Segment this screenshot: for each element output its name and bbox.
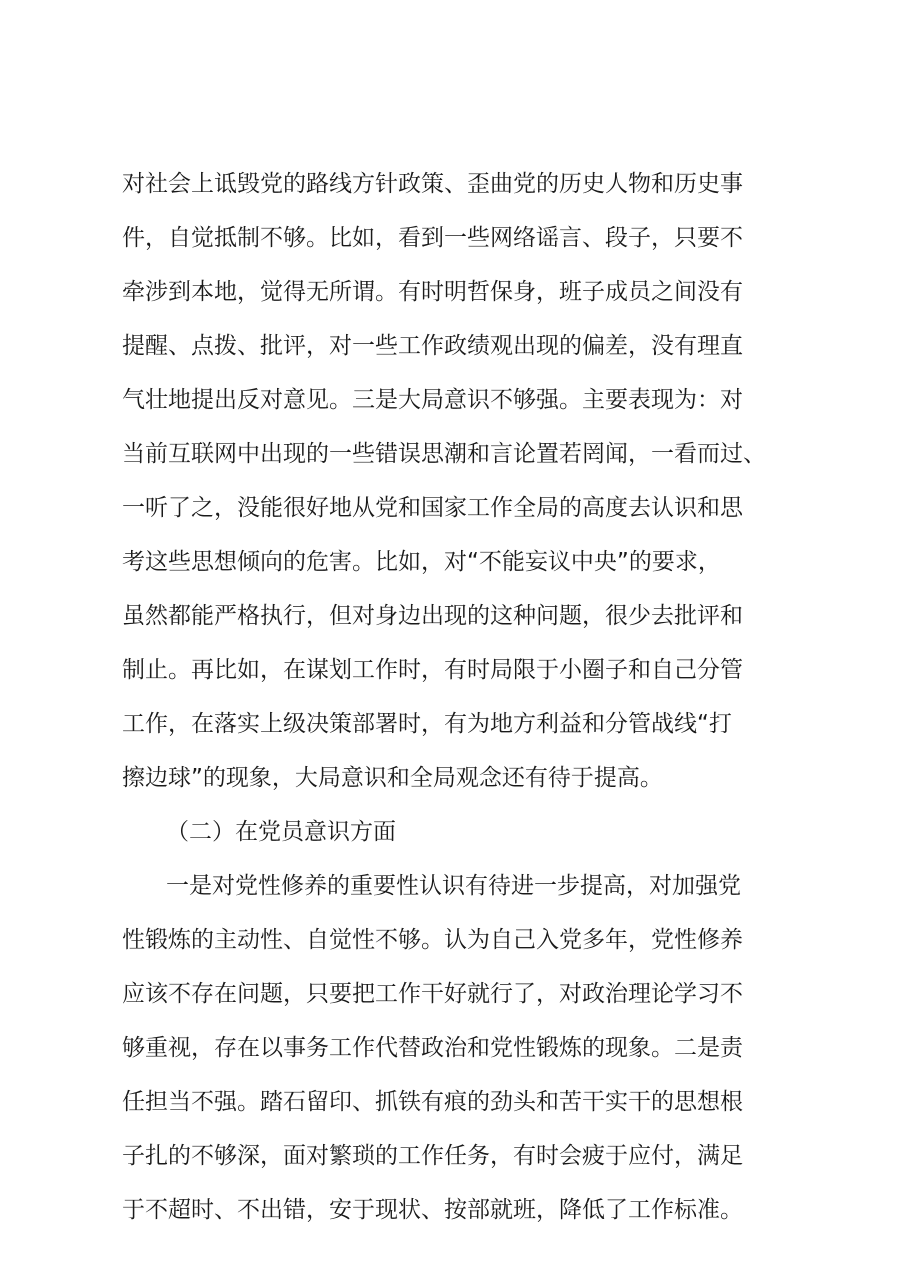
text-line: 性锻炼的主动性、自觉性不够。认为自己入党多年，党性修养 (122, 927, 743, 953)
text-line: 制止。再比如，在谋划工作时，有时局限于小圈子和自己分管 (122, 657, 743, 683)
text-line: 一听了之，没能很好地从党和国家工作全局的高度去认识和思 (122, 495, 743, 521)
text-line: 当前互联网中出现的一些错误思潮和言论置若罔闻，一看而过、 (122, 441, 766, 467)
text-line: 任担当不强。踏石留印、抓铁有痕的劲头和苦干实干的思想根 (122, 1089, 743, 1115)
text-line: 气壮地提出反对意见。三是大局意识不够强。主要表现为：对 (122, 387, 743, 413)
text-line: 牵涉到本地，觉得无所谓。有时明哲保身，班子成员之间没有 (122, 279, 743, 305)
text-line: 擦边球”的现象，大局意识和全局观念还有待于提高。 (122, 765, 663, 791)
text-line: 应该不存在问题，只要把工作干好就行了，对政治理论学习不 (122, 981, 743, 1007)
text-line: 于不超时、不出错，安于现状、按部就班，降低了工作标准。 (122, 1197, 743, 1223)
text-line: 工作，在落实上级决策部署时，有为地方利益和分管战线“打 (122, 711, 732, 737)
text-line: 一是对党性修养的重要性认识有待进一步提高，对加强党 (166, 873, 741, 899)
text-line: 子扎的不够深，面对繁琐的工作任务，有时会疲于应付，满足 (122, 1143, 743, 1169)
text-line: 提醒、点拨、批评，对一些工作政绩观出现的偏差，没有理直 (122, 333, 743, 359)
text-line: 件，自觉抵制不够。比如，看到一些网络谣言、段子，只要不 (122, 225, 743, 251)
section-heading: （二）在党员意识方面 (166, 819, 396, 845)
text-line: 对社会上诋毁党的路线方针政策、歪曲党的历史人物和历史事 (122, 171, 743, 197)
text-line: 够重视，存在以事务工作代替政治和党性锻炼的现象。二是责 (122, 1035, 743, 1061)
text-line: 虽然都能严格执行，但对身边出现的这种问题，很少去批评和 (122, 603, 743, 629)
text-line: 考这些思想倾向的危害。比如，对“不能妄议中央”的要求， (122, 549, 721, 575)
